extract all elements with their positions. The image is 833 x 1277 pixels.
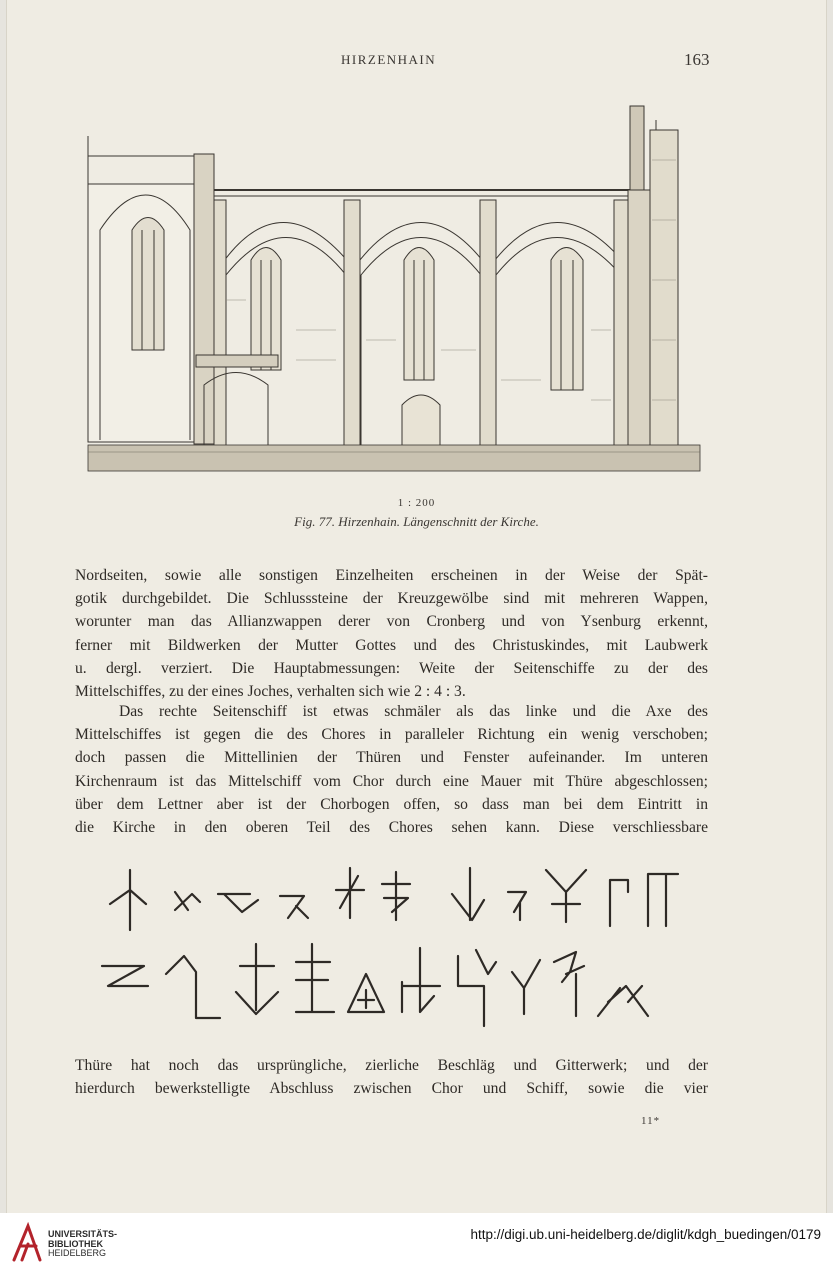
library-name <box>48 1230 117 1259</box>
text-line: hierdurch bewerkstelligte Abschluss zwischen Chor und Schiff, sowie die vier <box>75 1080 708 1098</box>
text-line: worunter man das Allianzwappen derer von Cronberg und von Ysenburg erkennt, <box>75 613 708 631</box>
church-longitudinal-section-drawing <box>86 100 704 476</box>
library-name-line: UNIVERSITÄTS- <box>48 1229 118 1239</box>
text-line: die Kirche in den oberen Teil des Chores sehen kann. Diese verschliessbare <box>75 819 708 837</box>
viewer-footer <box>0 1213 833 1277</box>
church-section-figure <box>86 100 704 476</box>
text-line: doch passen die Mittellinien der Thüren und Fenster aufeinander. Im unteren <box>75 749 708 767</box>
running-head: HIRZENHAIN <box>341 52 437 67</box>
library-logo-icon <box>10 1222 44 1264</box>
paragraph-1 <box>75 564 708 703</box>
paragraph-2 <box>75 700 708 839</box>
stonemason-marks-figure <box>100 862 690 1032</box>
sheet-signature: 11* <box>641 1115 661 1127</box>
text-line: u. dergl. verziert. Die Hauptabmessungen: Weite der Seitenschiffe zu der des <box>75 659 708 677</box>
figure-scale: 1 : 200 <box>397 497 436 509</box>
text-line: gotik durchgebildet. Die Schlusssteine der Kreuzgewölbe sind mit mehreren Wappen, <box>75 590 708 608</box>
text-line: Mittelschiffes, zu der eines Joches, verhalten sich wie 2 : 4 : 3. <box>75 683 466 701</box>
page-number: 163 <box>684 50 710 69</box>
heidelberg-library-logo <box>10 1222 44 1264</box>
figure-caption: Fig. 77. Hirzenhain. Längenschnitt der Kirche. <box>294 514 539 529</box>
text-line: Nordseiten, sowie alle sonstigen Einzelheiten erscheinen in der Weise der Spät- <box>75 567 708 584</box>
text-line: Thüre hat noch das ursprüngliche, zierliche Beschläg und Gitterwerk; und der <box>75 1057 708 1074</box>
paragraph-3 <box>75 1054 708 1100</box>
text-line: Mittelschiffes ist gegen die des Chores in paralleler Richtung ein wenig verschoben; <box>75 726 708 744</box>
stonemason-marks-drawing <box>100 862 690 1032</box>
permalink-url[interactable]: http://digi.ub.uni-heidelberg.de/diglit/kdgh_buedingen/0179 <box>470 1227 821 1242</box>
library-name-line: BIBLIOTHEK <box>48 1238 103 1249</box>
text-line: ferner mit Bildwerken der Mutter Gottes und des Christuskindes, mit Laubwerk <box>75 636 708 654</box>
library-name-line: HEIDELBERG <box>48 1248 107 1258</box>
text-line: Kirchenraum ist das Mittelschiff vom Chor durch eine Mauer mit Thüre abgeschlossen; <box>75 772 708 790</box>
text-line: Das rechte Seitenschiff ist etwas schmäler als das linke und die Axe des <box>119 703 708 720</box>
text-line: über dem Lettner aber ist der Chorbogen offen, so dass man bei dem Eintritt in <box>75 795 708 813</box>
